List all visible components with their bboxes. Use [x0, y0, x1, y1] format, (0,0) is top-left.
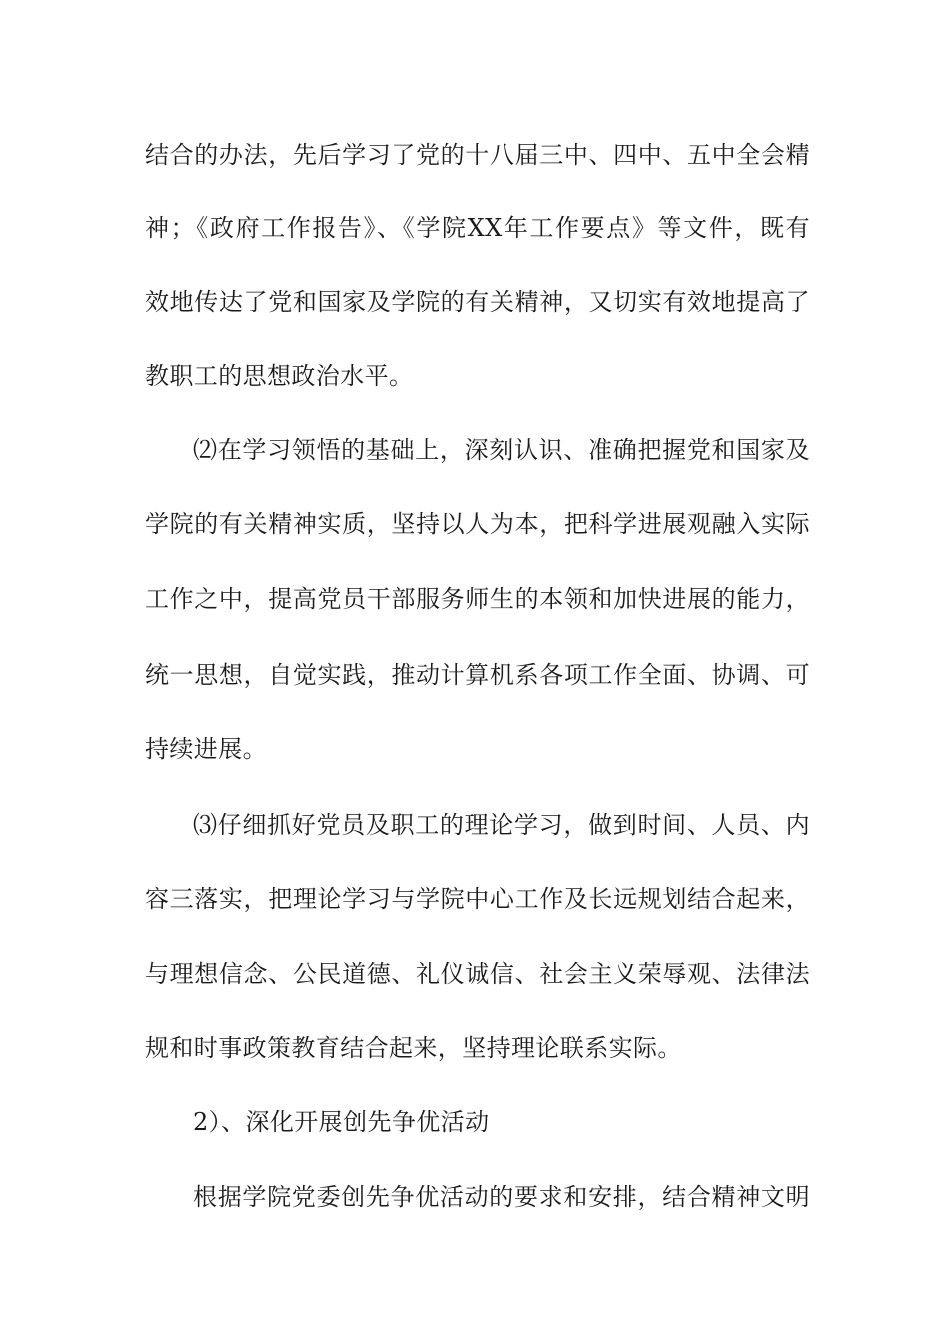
paragraph-first-line: 根据学院党委创先争优活动的要求和安排，结合精神文明	[193, 1183, 810, 1211]
body-text-line: 效地传达了党和国家及学院的有关精神，又切实有效地提高了	[145, 288, 810, 316]
body-text-line: 统一思想，自觉实践，推动计算机系各项工作全面、协调、可	[145, 661, 810, 689]
paragraph-first-line: ⑶仔细抓好党员及职工的理论学习，做到时间、人员、内	[193, 811, 810, 839]
body-text-line: 教职工的思想政治水平。	[145, 362, 414, 390]
body-text-line: 与理想信念、公民道德、礼仪诚信、社会主义荣辱观、法律法	[145, 960, 810, 988]
body-text-line: 规和时事政策教育结合起来，坚持理论联系实际。	[145, 1034, 682, 1062]
body-text-line: 工作之中，提高党员干部服务师生的本领和加快进展的能力，	[145, 585, 810, 613]
section-heading: 2）、深化开展创先争优活动	[193, 1108, 490, 1136]
body-text-line: 学院的有关精神实质，坚持以人为本，把科学进展观融入实际	[145, 510, 810, 538]
body-text-line: 结合的办法，先后学习了党的十八届三中、四中、五中全会精	[145, 141, 810, 169]
body-text-line: 持续进展。	[145, 735, 267, 763]
body-text-line: 容三落实，把理论学习与学院中心工作及长远规划结合起来，	[145, 885, 810, 913]
paragraph-first-line: ⑵在学习领悟的基础上，深刻认识、准确把握党和国家及	[193, 436, 810, 464]
body-text-line: 神；《政府工作报告》、《学院XX年工作要点》等文件，既有	[145, 214, 810, 242]
